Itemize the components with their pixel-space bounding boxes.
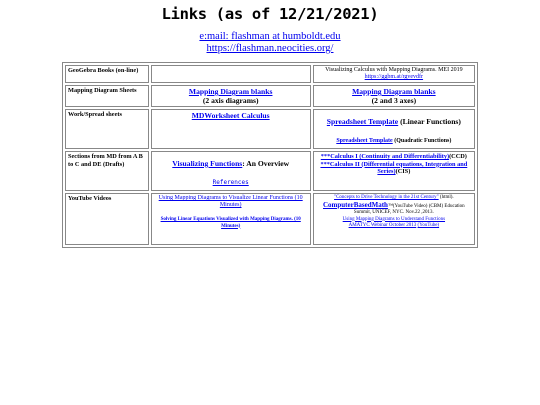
row-label: GeoGebra Books (on-line) — [65, 65, 149, 83]
links-table — [62, 62, 478, 248]
mapping-3axis-note: (2 and 3 axes) — [371, 96, 417, 105]
mapping-2axis-cell — [151, 85, 311, 107]
email-link[interactable]: e:mail: flashman at humboldt.edu — [199, 31, 341, 42]
contact-block — [0, 31, 540, 55]
mapping-diagram-blanks-3-link[interactable]: Mapping Diagram blanks — [352, 87, 436, 96]
mapping-diagram-blanks-2-link[interactable]: Mapping Diagram blanks — [188, 87, 273, 96]
mapping-3axis-cell — [313, 85, 475, 107]
youtube-link[interactable]: (YouTube) — [417, 223, 440, 228]
visualizing-functions-link[interactable]: Visualizing Functions — [172, 159, 243, 168]
geogebra-book-title: Visualizing Calculus with Mapping Diagrams. MEI 2019 — [325, 67, 463, 73]
linear-functions-video-link[interactable]: Using Mapping Diagrams to Visualize Linear Functions (10 Minutes) — [158, 195, 303, 208]
table-row — [65, 109, 475, 149]
spreadsheet-linear-note: (Linear Functions) — [400, 117, 461, 126]
table-row — [65, 65, 475, 83]
mapping-2axis-note: (2 axis diagrams) — [202, 96, 259, 105]
references-link[interactable]: References — [212, 179, 249, 186]
worksheet-cell — [151, 109, 311, 149]
row-label: Mapping Diagram Sheets — [65, 85, 149, 107]
understand-functions-link[interactable]: Using Mapping Diagrams to Understand Functions — [342, 216, 446, 222]
empty-cell — [151, 65, 311, 83]
solving-linear-equations-video-link[interactable]: Solving Linear Equations Visualized with Mapping Diagrams. (10 Minutes) — [160, 217, 301, 229]
visualizing-functions-cell — [151, 151, 311, 191]
calculus-ii-link[interactable]: ***Calculus II (Differential equations, Integration and Series) — [320, 160, 468, 176]
amatyc-webinar-link[interactable]: AMATYC Webinar October 2013 — [348, 223, 417, 228]
overview-text: : An Overview — [242, 159, 290, 168]
calculus-cell — [313, 151, 475, 191]
youtube-right-cell — [313, 193, 475, 245]
calculus-ii-note: (CIS) — [395, 168, 411, 176]
spreadsheet-quadratic-note: (Quadratic Functions) — [394, 138, 452, 144]
page-title: Links (as of 12/21/2021) — [161, 5, 379, 23]
spreadsheet-linear-link[interactable]: Spreadsheet Template — [326, 117, 399, 126]
table-row — [65, 151, 475, 191]
site-link[interactable]: https://flashman.neocities.org/ — [206, 43, 334, 54]
cbm-note: ™(YouTube Video) (CBM) Education Summit, UNICEF, NYC. Nov.22 ,2013. — [353, 203, 465, 215]
spreadsheet-cell — [313, 109, 475, 149]
md-worksheet-link[interactable]: MDWorksheet Calculus — [191, 111, 270, 120]
row-label: Sections from MD from A B to C and DE (Drafts) — [65, 151, 149, 191]
geogebra-cell — [313, 65, 475, 83]
calculus-i-link[interactable]: ***Calculus I (Continuity and Differentiability) — [320, 153, 450, 160]
spreadsheet-quadratic-link[interactable]: Spreadsheet Template — [336, 138, 393, 144]
row-label: YouTube Videos — [65, 193, 149, 245]
calculus-i-note: (CCD) — [449, 153, 467, 160]
youtube-mid-cell — [151, 193, 311, 245]
geogebra-book-link[interactable]: https://ggbm.at/rgvevdfr — [364, 74, 424, 80]
table-row — [65, 85, 475, 107]
concepts-link[interactable]: "Concepts to Drive Technology in the 21st Century" — [334, 195, 439, 200]
table-row — [65, 193, 475, 245]
row-label: Work/Spread sheets — [65, 109, 149, 149]
computer-based-math-link[interactable]: ComputerBasedMath — [323, 200, 388, 209]
concepts-note: (html). — [439, 195, 454, 200]
